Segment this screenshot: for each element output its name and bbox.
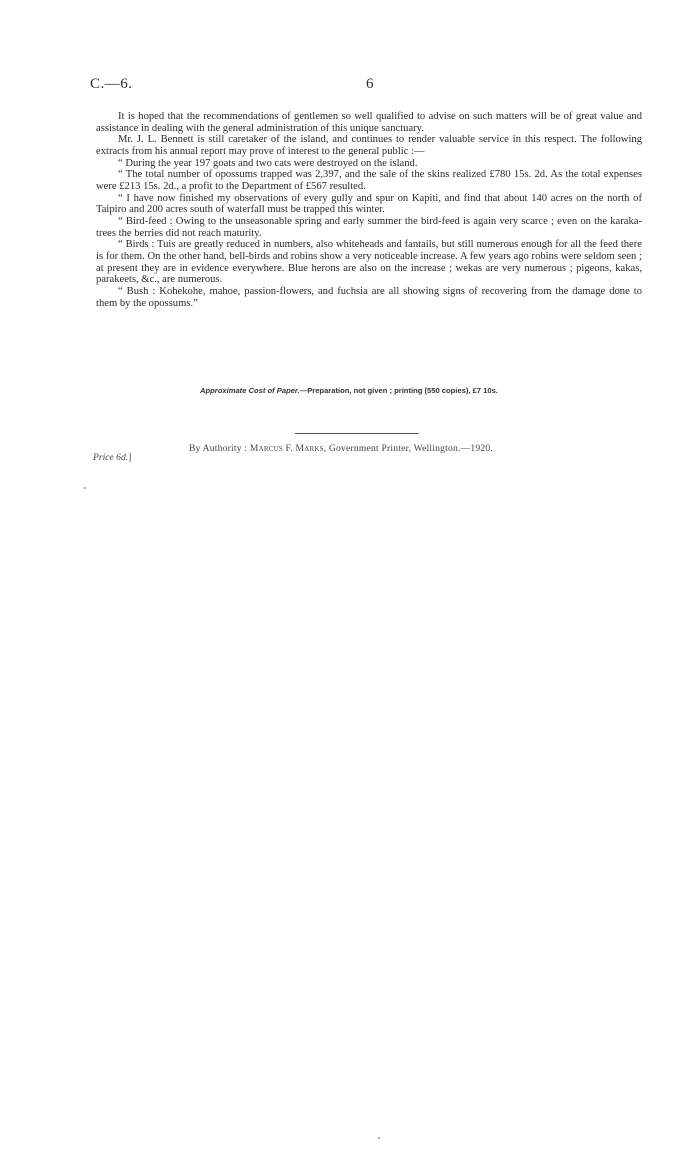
printer-imprint <box>189 443 589 454</box>
imprint-printer: Marcus F. Marks, <box>249 443 327 454</box>
price-text: Price 6d. <box>93 452 129 463</box>
paragraph-bush: “ Bush : Kohekohe, mahoe, passion-flowers, and fuchsia are all showing signs of recovering from the damage done to them by the opossums.” <box>96 285 642 309</box>
imprint-suffix: Government Printer, Wellington.—1920. <box>328 443 493 454</box>
scan-speck <box>378 1137 380 1139</box>
paragraph-birds: “ Birds : Tuis are greatly reduced in numbers, also whiteheads and fantails, but still numerous enough for all the feed there is for them. On the other hand, bell-birds and robins show a very noticeable increase. A few years ago robins were seldom seen ; at present they are in evidence everywhere. Blue herons are also on the increase ; wekas are very numerous ; pigeons, kakas, parakeets, &c., are numerous. <box>96 239 642 286</box>
cost-note <box>200 386 620 395</box>
price-note <box>93 452 131 463</box>
page-header <box>90 76 650 96</box>
cost-note-text: —Preparation, not given ; printing (550 copies), £7 10s. <box>299 386 498 395</box>
scan-speck <box>84 487 86 489</box>
paragraph-goats: “ During the year 197 goats and two cats were destroyed on the island. <box>118 157 418 169</box>
paragraph-opossums: “ The total number of opossums trapped was 2,397, and the sale of the skins realized £780 15s. 2d. As the total expenses were £213 15s. 2d., a profit to the Department of £567 resulted. <box>96 169 642 192</box>
report-body <box>96 111 642 309</box>
paragraph-observations: “ I have now finished my observations of every gully and spur on Kapiti, and find that about 140 acres on the north of Taipiro and 200 acres south of waterfall must be trapped this winter. <box>96 192 642 216</box>
paragraph-caretaker: Mr. J. L. Bennett is still caretaker of the island, and continues to render valuable service in this respect. The following extracts from his annual report may prove of interest to the general public :— <box>96 134 642 157</box>
separator-rule <box>295 433 419 434</box>
page-number: 6 <box>366 76 374 92</box>
price-bracket: ] <box>128 452 132 463</box>
cost-note-label: Approximate Cost of Paper. <box>200 386 300 395</box>
paragraph-bird-feed: “ Bird-feed : Owing to the unseasonable spring and early summer the bird-feed is again very scarce ; even on the karaka-trees the berries did not reach maturity. <box>96 215 642 239</box>
paper-code: C.—6. <box>90 76 133 92</box>
paragraph-recommendations: It is hoped that the recommendations of gentlemen so well qualified to advise on such matters will be of great value and assistance in dealing with the general administration of this unique sanctuary. <box>96 111 642 134</box>
imprint-prefix: By Authority : <box>189 443 248 454</box>
